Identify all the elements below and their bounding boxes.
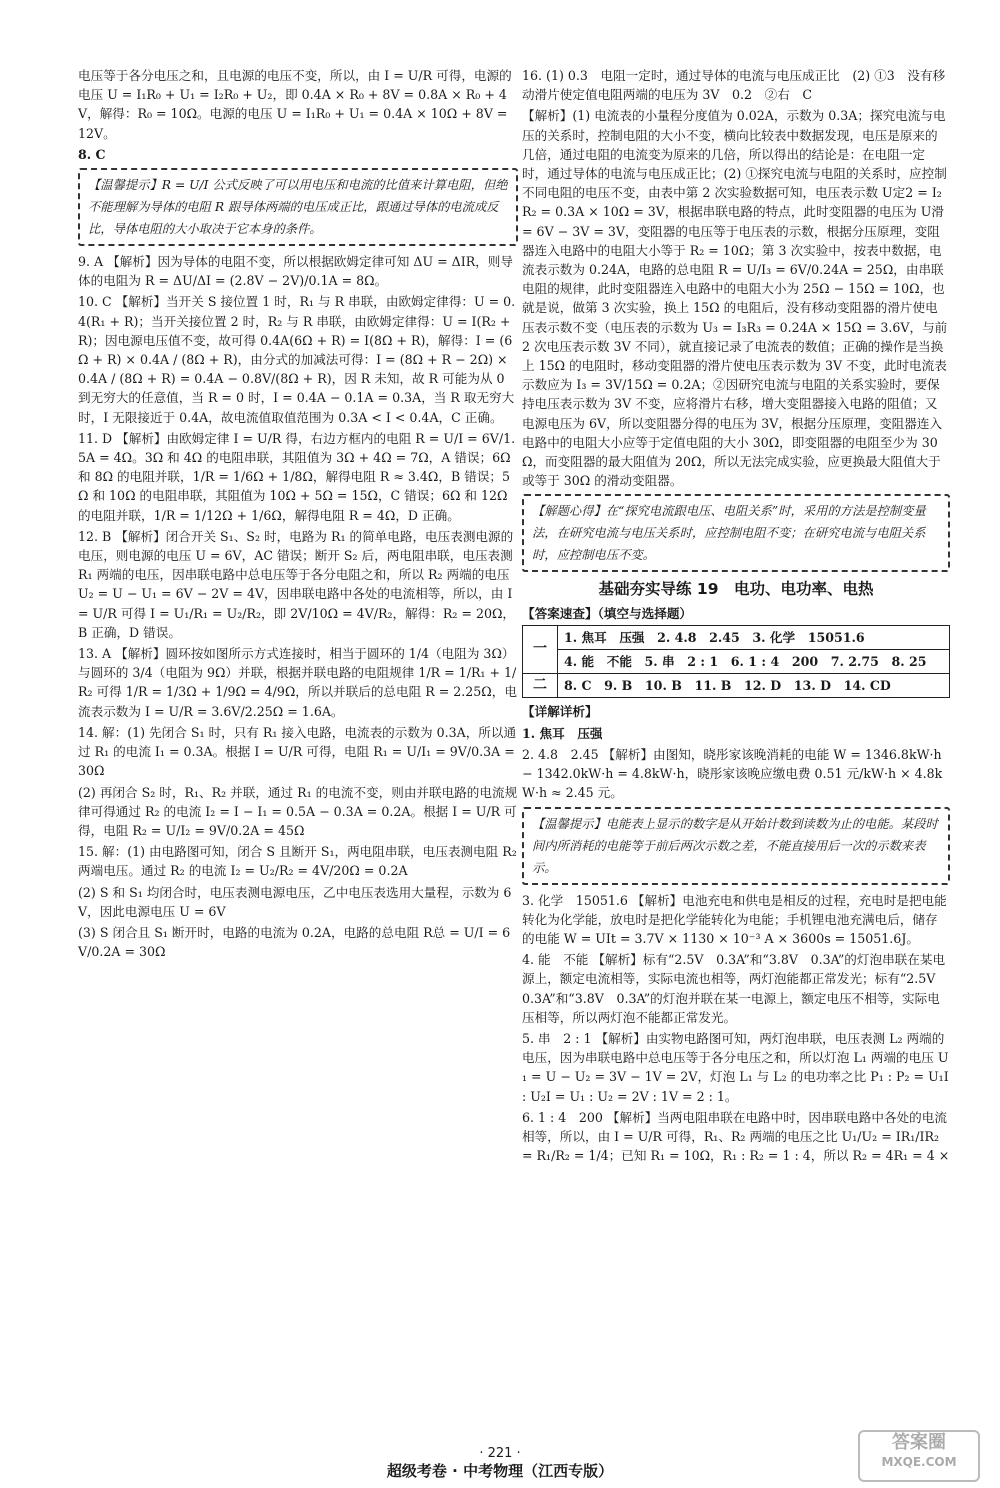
answer-13: 13. A 【解析】圆环按如图所示方式连接时，相当于圆环的 1/4（电阻为 3Ω）与圆环的 3/4（电阻为 9Ω）并联，根据并联电路的电阻规律 1/R = 1/R₁ + 1/R₂ 可得 1/R = 1/3Ω + 1/9Ω = 4/9Ω，所以并联后的总电阻 R = 2.25Ω，电流表示数为 I = U/R = 3.6V/2.25Ω = 1.6A。 [78,646,517,719]
watermark-url: MXQE.COM [881,1455,957,1469]
answer-16-answers: 16. (1) 0.3 电阻一定时，通过导体的电流与电压成正比 (2) ①3 没有移动滑片使定值电阻两端的电压为 3V 0.2 ②右 C [522,68,946,103]
table-row [523,674,950,698]
table-cell: 8. C 9. B 10. B 11. B 12. D 13. D 14. CD [558,674,950,698]
detail-5: 5. 串 2 : 1 【解析】由实物电路图可知，两灯泡串联，电压表测 L₂ 两端的电压，因为串联电路中总电压等于各分电压之和，所以灯泡 L₁ 两端的电压 U₁ = U − U₂ = 3V − 1V = 2V，灯泡 L₁ 与 L₂ 的电功率之比 P₁ : P₂ = U₁I : U₂I = U₁ : U₂ = 2V : 1V = 2 : 1。 [522,1030,949,1104]
detail-6: 6. 1 : 4 200 【解析】当两电阻串联在电路中时，因串联电路中各处的电流相等，所以，由 I = U/R 可得，R₁、R₂ 两端的电压之比 U₁/U₂ = IR₁/IR₂ = R₁/R₂ = 1/4；已知 R₁ = 10Ω，R₁ : R₂ = 1 : 4，所以 R₂ = 4R₁ = 4 × [522,1109,950,1164]
left-column [78,66,518,963]
answer-15-part3: (3) S 闭合且 S₁ 断开时，电路的电流为 0.2A，电路的总电阻 R总 = U/I = 6V/0.2A = 30Ω [78,924,511,960]
answer-table [522,625,950,699]
table-cell: 1. 焦耳 压强 2. 4.8 2.45 3. 化学 15051.6 [558,625,950,649]
watermark-logo [858,1430,980,1482]
watermark-text: 答案圈 [892,1432,946,1453]
table-row [523,625,950,649]
detail-3: 3. 化学 15051.6 【解析】电池充电和供电是相反的过程，充电时是把电能转化为化学能，放电时是把化学能转化为电能；手机锂电池充满电后，储存的电能 W = UIt = 3.7V × 1130 × 10⁻³ A × 3600s = 15051.6J。 [522,892,947,946]
section-title: 基础夯实导练 19 电功、电功率、电热 [598,580,874,599]
row-label: 二 [523,674,558,698]
answer-10: 10. C 【解析】当开关 S 接位置 1 时，R₁ 与 R 串联，由欧姆定律得：U = 0.4(R₁ + R)；当开关接位置 2 时，R₂ 与 R 串联，由欧姆定律得：U = I(R₂ + R)；因电源电压值不变，故可得 0.4A(6Ω + R) = I(8Ω + R)，解得：I = (6Ω + R) × 0.4A / (8Ω + R)，由分式的加减法可得：I = (8Ω + R − 2Ω) × 0.4A / (8Ω + R) = 0.4A − 0.8V/(8Ω + R)，因 R 未知，故 R 可能为从 0 到无穷大的任意值，当 R = 0 时，I = 0.4A − 0.1A = 0.3A，当 R 取无穷大时，I 无限接近于 0.4A，故电流值取值范围为 0.3A < I < 0.4A，C 正确。 [78,294,516,425]
tip-box-8: 【温馨提示】R = U/I 公式反映了可以用电压和电流的比值来计算电阻，但绝不能理解为导体的电阻 R 跟导体两端的电压成正比，跟通过导体的电流成反比，导体电阻的大小取决于它本身的条件。 [78,168,518,246]
tip-box-2: 【温馨提示】电能表上显示的数字是从开始计数到读数为止的电能。某段时间内所消耗的电能等于前后两次示数之差，不能直接用后一次的示数来表示。 [522,807,950,885]
detail-heading: 【详解详析】 [522,704,598,720]
book-title: 超级考卷 · 中考物理（江西专版） [386,1462,614,1480]
table-row [523,650,950,674]
answer-9: 9. A 【解析】因为导体的电阻不变，所以根据欧姆定律可知 ΔU = ΔIR，则导体的电阻为 R = ΔU/ΔI = (2.8V − 2V)/0.1A = 8Ω。 [78,254,513,289]
answer-quick-check-heading: 【答案速查】（填空与选择题） [522,605,693,621]
answer-11: 11. D 【解析】由欧姆定律 I = U/R 得，右边方框内的电阻 R = U/I = 6V/1.5A = 4Ω。3Ω 和 4Ω 的电阻串联，其阻值为 3Ω + 4Ω = 7Ω，A 错误；6Ω 和 8Ω 的电阻并联，1/R = 1/6Ω + 1/8Ω，解得电阻 R ≈ 3.4Ω，B 错误；5Ω 和 10Ω 的电阻串联，其阻值为 10Ω + 5Ω = 15Ω，C 错误；6Ω 和 12Ω 的电阻并联，1/R = 1/12Ω + 1/6Ω，解得电阻 R = 4Ω，D 正确。 [78,430,516,523]
answer-14-part1: 14. 解：(1) 先闭合 S₁ 时，只有 R₁ 接入电路，电流表的示数为 0.3A，所以通过 R₁ 的电流 I₁ = 0.3A。根据 I = U/R 可得，电阻 R₁ = U/I₁ = 9V/0.3A = 30Ω [78,724,517,779]
row-label: 一 [523,625,558,673]
page-number: · 221 · [479,1446,521,1461]
table-cell: 4. 能 不能 5. 串 2 : 1 6. 1 : 4 200 7. 2.75 8. 25 [558,650,950,674]
detail-4: 4. 能 不能 【解析】标有“2.5V 0.3A”和“3.8V 0.3A”的灯泡串联在某电源上，额定电流相等，实际电流也相等，两灯泡能都正常发光；标有“2.5V 0.3A”和“3.8V 0.3A”的灯泡并联在某一电源上，额定电压不相等，实际电压相等，所以两灯泡不能都正常发光。 [522,952,948,1025]
answer-16-analysis: 【解析】(1) 电流表的小量程分度值为 0.02A，示数为 0.3A；探究电流与电压的关系时，控制电阻的大小不变，横向比较表中数据发现，电压是原来的几倍，通过电阻的电流变为原来的几倍，所以得出的结论是：在电阻一定时，通过导体的电流与电压成正比；(2) ①探究电流与电阻的关系时，应控制不同电阻的电压不变，由表中第 2 次实验数据可知，电压表示数 U定2 = I₂R₂ = 0.3A × 10Ω = 3V，根据串联电路的特点，此时变阻器的电压为 U滑 = 6V − 3V = 3V，变阻器的电压等于电压表的示数，根据分压原理，变阻器连入电路中的电阻大小等于 R₂ = 10Ω；第 3 次实验中，按表中数据，电流表示数为 0.24A，电路的总电阻 R = U/I₃ = 6V/0.24A = 25Ω，由串联电阻的规律，此时变阻器连入电路中的电阻大小为 25Ω − 15Ω = 10Ω，也就是说，做第 3 次实验，换上 15Ω 的电阻后，没有移动变阻器的滑片使电压表示数不变（电压表的示数为 U₃ = I₃R₃ = 0.24A × 15Ω = 3.6V，与前 2 次电压表示数 3V 不同），就直接记录了电流表的数值；正确的操作是当换上 15Ω 的电阻时，移动变阻器的滑片使电压表示数为 3V 不变，此时电流表示数应为 I₃ = 3V/15Ω = 0.2A；②因研究电流与电阻的关系实验时，要保持电压表示数为 3V 不变，应将滑片右移，增大变阻器接入电路的阻值；又电源电压为 6V，所以变阻器分得的电压为 3V，根据分压原理，变阻器连入电路中的电阻大小应等于定值电阻的大小 30Ω，即变阻器的电阻至少为 30Ω，而变阻器的最大阻值为 20Ω，所以无法完成实验，应更换最大阻值大于或等于 30Ω 的滑动变阻器。 [522,108,948,489]
right-column [522,66,950,1167]
answer-14-part2: (2) 再闭合 S₂ 时，R₁、R₂ 并联，通过 R₁ 的电流不变，则由并联电路的电流规律可得通过 R₂ 的电流 I₂ = I − I₁ = 0.5A − 0.3A = 0.2A。根据 I = U/R 可得，电阻 R₂ = U/I₂ = 9V/0.2A = 45Ω [78,784,518,838]
answer-15-part1: 15. 解：(1) 由电路图可知，闭合 S 且断开 S₁，两电阻串联，电压表测电阻 R₂ 两端电压。通过 R₂ 的电流 I₂ = U₂/R₂ = 4V/20Ω = 0.2A [78,844,517,879]
answer-15-part2: (2) S 和 S₁ 均闭合时，电压表测电源电压，乙中电压表选用大量程，示数为 6V，因此电源电压 U = 6V [78,884,512,919]
answer-12: 12. B 【解析】闭合开关 S₁、S₂ 时，电路为 R₁ 的简单电路，电压表测电源的电压，则电源的电压 U = 6V，AC 错误；断开 S₂ 后，两电阻串联，电压表测 R₁ 两端的电压，因串联电路中总电压等于各分电阻之和，所以 R₂ 两端的电压 U₂ = U − U₁ = 6V − 2V = 4V，因串联电路中各处的电流相等，所以，由 I = U/R 可得 I = U₁/R₁ = U₂/R₂，即 2V/10Ω = 4V/R₂，解得：R₂ = 20Ω，B 正确，D 错误。 [78,528,516,640]
paragraph: 电压等于各分电压之和，且电源的电压不变，所以，由 I = U/R 可得，电源的电压 U = I₁R₀ + U₁ = I₂R₀ + U₂，即 0.4A × R₀ + 8V = 0.8A × R₀ + 4V，解得：R₀ = 10Ω。电源的电压 U = I₁R₀ + U₁ = 0.4A × 10Ω + 8V = 12V。 [78,68,512,141]
tip-box-16: 【解题心得】在“探究电流跟电压、电阻关系”时，采用的方法是控制变量法，在研究电流与电压关系时，应控制电阻不变；在研究电流与电阻关系时，应控制电压不变。 [522,494,950,572]
detail-1: 1. 焦耳 压强 [522,725,603,741]
answer-8: 8. C [78,146,106,162]
detail-2: 2. 4.8 2.45 【解析】由图知，晓彤家该晚消耗的电能 W = 1346.8kW·h − 1342.0kW·h = 4.8kW·h，晓彤家该晚应缴电费 0.51 元/kW·h × 4.8kW·h ≈ 2.45 元。 [522,746,943,801]
